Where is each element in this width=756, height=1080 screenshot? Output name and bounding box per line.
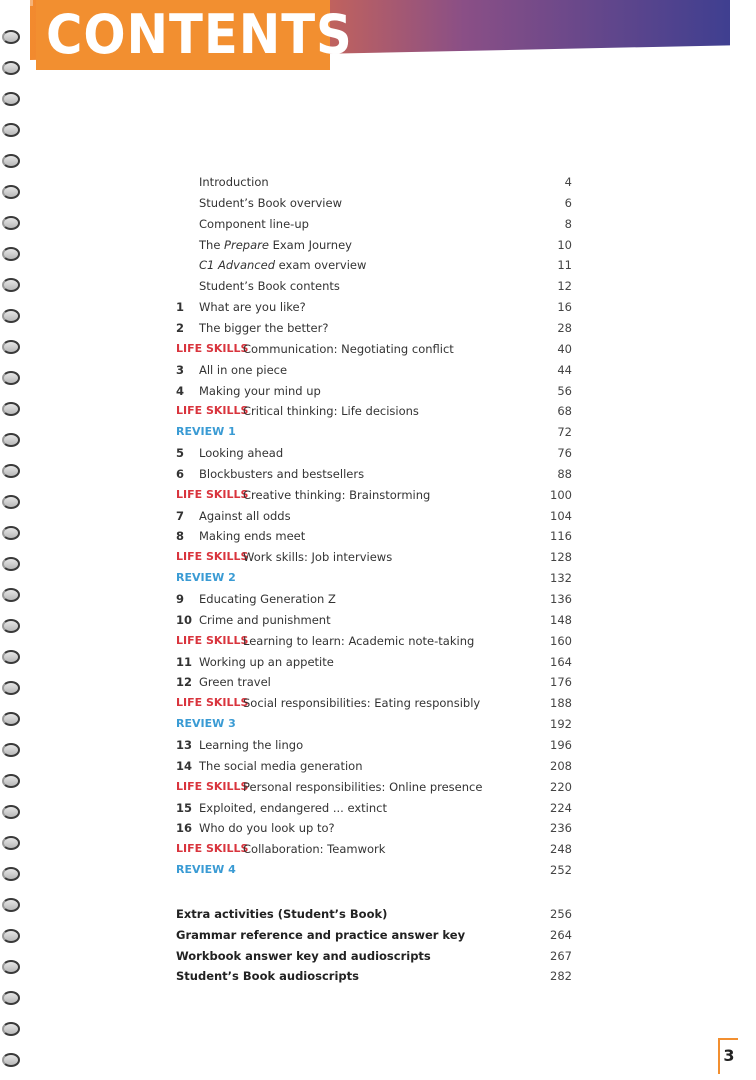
toc-row: [176, 235, 576, 255]
toc-entry-title: Looking ahead: [199, 446, 284, 461]
toc-row: [176, 401, 576, 421]
toc-entry-title: All in one piece: [199, 362, 288, 377]
toc-page-number: 196: [550, 737, 572, 752]
spiral-ring: [2, 185, 20, 199]
spiral-ring: [2, 154, 20, 168]
spiral-ring: [2, 464, 20, 478]
toc-page-number: 256: [550, 906, 572, 921]
toc-entry-title: Learning the lingo: [199, 737, 304, 752]
spiral-ring: [2, 30, 20, 44]
spiral-ring: [2, 867, 20, 881]
life-skills-tag: LIFE SKILLS: [176, 341, 249, 355]
toc-page-number: 10: [557, 237, 572, 252]
spiral-ring: [2, 495, 20, 509]
toc-entry-title: Grammar reference and practice answer key: [176, 927, 466, 942]
toc-row: [176, 631, 576, 651]
toc-page-number: 6: [564, 195, 572, 210]
spiral-ring: [2, 309, 20, 323]
toc-row: [176, 568, 576, 588]
toc-row: [176, 735, 576, 755]
unit-number: 15: [176, 800, 193, 815]
toc-entry-title: Component line-up: [199, 216, 309, 231]
toc-page-number: 104: [550, 508, 572, 523]
toc-entry-title: Exploited, endangered ... extinct: [199, 800, 387, 815]
spiral-ring: [2, 402, 20, 416]
spiral-ring: [2, 61, 20, 75]
unit-number: 11: [176, 654, 193, 669]
toc-page-number: 8: [564, 216, 572, 231]
toc-page-number: 88: [557, 466, 572, 481]
toc-page-number: 40: [557, 341, 572, 356]
toc-page-number: 192: [550, 717, 572, 732]
toc-page-number: 56: [557, 383, 572, 398]
spiral-ring: [2, 805, 20, 819]
toc-entry-title: C1 Advanced exam overview: [199, 258, 367, 273]
spiral-ring: [2, 774, 20, 788]
unit-number: 3: [176, 362, 185, 377]
toc-row: [176, 360, 576, 380]
spiral-ring: [2, 960, 20, 974]
spiral-ring: [2, 557, 20, 571]
toc-entry-title: Learning to learn: Academic note-taking: [243, 633, 475, 648]
unit-number: 5: [176, 446, 185, 461]
toc-entry-title: Working up an appetite: [199, 654, 334, 669]
unit-number: 1: [176, 300, 185, 315]
toc-row: [176, 839, 576, 859]
spiral-ring: [2, 650, 20, 664]
toc-page-number: 12: [557, 279, 572, 294]
toc-entry-title: What are you like?: [199, 300, 306, 315]
toc-entry-title: Who do you look up to?: [199, 821, 335, 836]
spiral-ring: [2, 433, 20, 447]
life-skills-tag: LIFE SKILLS: [176, 842, 249, 856]
toc-page-number: 267: [550, 948, 572, 963]
toc-row: [176, 777, 576, 797]
toc-entry-title: Social responsibilities: Eating responsibly: [243, 696, 481, 711]
toc-row: [176, 904, 576, 924]
toc-page-number: 224: [550, 800, 572, 815]
toc-row: [176, 860, 576, 880]
unit-number: 12: [176, 675, 193, 690]
unit-number: 6: [176, 466, 185, 481]
toc-entry-title: Communication: Negotiating conflict: [243, 341, 454, 356]
toc-row: [176, 547, 576, 567]
life-skills-tag: LIFE SKILLS: [176, 633, 249, 647]
toc-row: [176, 297, 576, 317]
toc-page-number: 248: [550, 842, 572, 857]
toc-page-number: 68: [557, 404, 572, 419]
toc-row: [176, 464, 576, 484]
toc-row: [176, 318, 576, 338]
review-tag: REVIEW 1: [176, 425, 236, 439]
spiral-ring: [2, 991, 20, 1005]
toc-page-number: 11: [557, 258, 572, 273]
toc-page-number: 220: [550, 779, 572, 794]
toc-entry-title: Green travel: [199, 675, 271, 690]
toc-row: [176, 443, 576, 463]
spiral-ring: [2, 836, 20, 850]
toc-page-number: 264: [550, 927, 572, 942]
toc-page-number: 252: [550, 863, 572, 878]
toc-entry-title: The Prepare Exam Journey: [199, 237, 352, 252]
unit-number: 7: [176, 508, 185, 523]
review-tag: REVIEW 2: [176, 571, 236, 585]
toc-row: [176, 589, 576, 609]
spiral-binding: [0, 30, 24, 1080]
toc-page-number: 282: [550, 969, 572, 984]
toc-row: [176, 652, 576, 672]
toc-entry-title: Making your mind up: [199, 383, 321, 398]
unit-number: 14: [176, 758, 193, 773]
toc-entry-title: Educating Generation Z: [199, 592, 336, 606]
toc-row: [176, 214, 576, 234]
spiral-ring: [2, 619, 20, 633]
toc-row: [176, 255, 576, 275]
spiral-ring: [2, 371, 20, 385]
spiral-ring: [2, 92, 20, 106]
toc-entry-title: Extra activities (Student’s Book): [176, 906, 388, 921]
toc-entry-title: Workbook answer key and audioscripts: [176, 948, 431, 963]
toc-row: [176, 526, 576, 546]
toc-row: [176, 339, 576, 359]
spiral-ring: [2, 743, 20, 757]
spiral-ring: [2, 247, 20, 261]
unit-number: 9: [176, 592, 185, 606]
spiral-ring: [2, 681, 20, 695]
toc-page-number: 132: [550, 571, 572, 586]
unit-number: 16: [176, 821, 193, 836]
toc-row: [176, 422, 576, 442]
toc-row: [176, 966, 576, 986]
spiral-ring: [2, 123, 20, 137]
spiral-ring: [2, 1053, 20, 1067]
toc-row: [176, 506, 576, 526]
life-skills-tag: LIFE SKILLS: [176, 404, 249, 418]
toc-row: [176, 485, 576, 505]
spiral-ring: [2, 340, 20, 354]
spiral-ring: [2, 588, 20, 602]
toc-page-number: 236: [550, 821, 572, 836]
toc-row: [176, 756, 576, 776]
toc-page-number: 128: [550, 550, 572, 565]
toc-page-number: 28: [557, 320, 572, 335]
toc-page-number: 160: [550, 633, 572, 648]
spiral-ring: [2, 929, 20, 943]
toc-row: [176, 818, 576, 838]
toc-entry-title: Student’s Book audioscripts: [176, 969, 359, 984]
toc-page-number: 148: [550, 612, 572, 627]
toc-row: [176, 693, 576, 713]
unit-number: 2: [176, 320, 185, 335]
toc-entry-title: Work skills: Job interviews: [243, 550, 393, 565]
life-skills-tag: LIFE SKILLS: [176, 487, 249, 501]
toc-entry-title: Critical thinking: Life decisions: [243, 404, 419, 419]
toc-row: [176, 672, 576, 692]
toc-row: [176, 193, 576, 213]
page-number: 3: [718, 1038, 738, 1074]
toc-entry-title: The social media generation: [199, 758, 363, 773]
life-skills-tag: LIFE SKILLS: [176, 779, 249, 793]
toc-row: [176, 714, 576, 734]
toc-page-number: 72: [557, 425, 572, 440]
life-skills-tag: LIFE SKILLS: [176, 550, 249, 564]
spiral-ring: [2, 216, 20, 230]
toc-page-number: 176: [550, 675, 572, 690]
toc-entry-title: Against all odds: [199, 508, 291, 523]
spiral-ring: [2, 898, 20, 912]
toc-page-number: 76: [557, 446, 572, 461]
unit-number: 10: [176, 612, 193, 627]
spiral-ring: [2, 278, 20, 292]
toc-row: [176, 798, 576, 818]
toc-page-number: 44: [557, 362, 572, 377]
toc-row: [176, 381, 576, 401]
toc-entry-title: Personal responsibilities: Online presence: [243, 779, 483, 794]
spiral-ring: [2, 1022, 20, 1036]
toc-entry-title: Introduction: [199, 175, 269, 189]
spiral-ring: [2, 526, 20, 540]
unit-number: 13: [176, 737, 193, 752]
toc-entry-title: Collaboration: Teamwork: [243, 842, 386, 857]
toc-page-number: 116: [550, 529, 572, 544]
toc-entry-title: Making ends meet: [199, 529, 306, 544]
toc-entry-title: The bigger the better?: [199, 320, 329, 335]
review-tag: REVIEW 4: [176, 863, 236, 877]
toc-page-number: 16: [557, 300, 572, 315]
toc-row: [176, 610, 576, 630]
toc-page-number: 136: [550, 592, 572, 606]
life-skills-tag: LIFE SKILLS: [176, 696, 249, 710]
unit-number: 4: [176, 383, 185, 398]
unit-number: 8: [176, 529, 185, 544]
toc-page-number: 188: [550, 696, 572, 711]
toc-row: [176, 276, 576, 296]
toc-row: [176, 172, 576, 192]
spiral-ring: [2, 712, 20, 726]
toc-entry-title: Creative thinking: Brainstorming: [243, 487, 431, 502]
toc-page-number: 4: [564, 175, 572, 189]
toc-row: [176, 946, 576, 966]
review-tag: REVIEW 3: [176, 717, 236, 731]
toc-page-number: 164: [550, 654, 572, 669]
toc-row: [176, 925, 576, 945]
toc-page-number: 100: [550, 487, 572, 502]
toc-entry-title: Crime and punishment: [199, 612, 331, 627]
page-title: CONTENTS: [46, 3, 353, 66]
toc-entry-title: Blockbusters and bestsellers: [199, 466, 365, 481]
toc-page-number: 208: [550, 758, 572, 773]
toc-entry-title: Student’s Book contents: [199, 279, 340, 294]
toc-entry-title: Student’s Book overview: [199, 195, 342, 210]
